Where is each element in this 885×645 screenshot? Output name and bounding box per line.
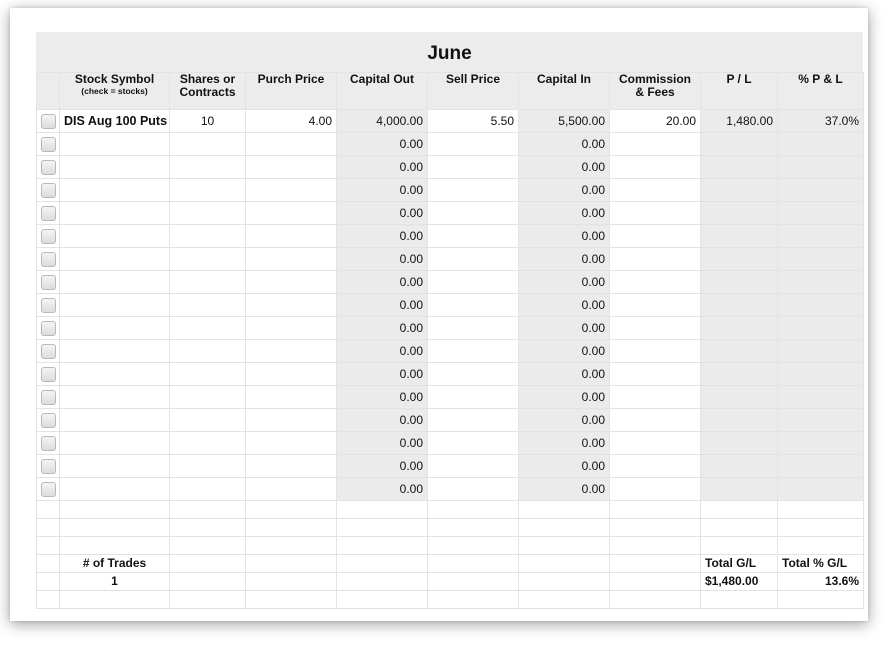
cell-capital-in[interactable]: 0.00: [519, 363, 610, 386]
cell-pl[interactable]: [701, 202, 778, 225]
spreadsheet-card: [10, 8, 868, 621]
cell-sell-price[interactable]: [428, 202, 519, 225]
cell-commission[interactable]: [610, 179, 701, 202]
stock-checkbox[interactable]: [41, 275, 56, 290]
cell-pl[interactable]: 1,480.00: [701, 110, 778, 133]
blank-row: [37, 537, 864, 555]
stock-checkbox[interactable]: [41, 367, 56, 382]
stock-checkbox-cell[interactable]: [37, 432, 60, 455]
cell-sell-price[interactable]: [428, 478, 519, 501]
blank-cell[interactable]: [701, 501, 778, 519]
cell-purch-price[interactable]: [246, 317, 337, 340]
blank-cell[interactable]: [701, 537, 778, 555]
blank-cell[interactable]: [519, 501, 610, 519]
stock-checkbox-cell[interactable]: [37, 294, 60, 317]
cell-symbol[interactable]: [60, 317, 170, 340]
stock-checkbox[interactable]: [41, 114, 56, 129]
blank-cell[interactable]: [701, 591, 778, 609]
trade-rows: [37, 110, 864, 501]
cell-commission[interactable]: [610, 271, 701, 294]
column-header-sell-price: [428, 73, 519, 110]
cell-symbol[interactable]: [60, 179, 170, 202]
cell-commission[interactable]: [610, 363, 701, 386]
table-row: [37, 340, 864, 363]
blank-cell[interactable]: [37, 501, 60, 519]
cell-pl[interactable]: [701, 294, 778, 317]
table-row: [37, 409, 864, 432]
blank-cell[interactable]: [246, 573, 337, 591]
cell-pl[interactable]: [701, 409, 778, 432]
cell-symbol[interactable]: [60, 478, 170, 501]
cell-commission[interactable]: [610, 317, 701, 340]
cell-shares[interactable]: [170, 455, 246, 478]
cell-pl[interactable]: [701, 363, 778, 386]
column-header-label: Commission & Fees: [618, 72, 691, 99]
cell-commission[interactable]: [610, 409, 701, 432]
stock-checkbox-cell[interactable]: [37, 133, 60, 156]
blank-cell[interactable]: [37, 555, 60, 573]
blank-cell[interactable]: [337, 573, 428, 591]
cell-pct-pl[interactable]: [778, 271, 864, 294]
table-row: [37, 225, 864, 248]
stock-checkbox-cell[interactable]: [37, 179, 60, 202]
stock-checkbox[interactable]: [41, 206, 56, 221]
cell-symbol[interactable]: [60, 271, 170, 294]
cell-sell-price[interactable]: [428, 455, 519, 478]
stock-checkbox-cell[interactable]: [37, 156, 60, 179]
cell-capital-out[interactable]: 4,000.00: [337, 110, 428, 133]
cell-shares[interactable]: [170, 317, 246, 340]
cell-capital-in[interactable]: 0.00: [519, 317, 610, 340]
cell-sell-price[interactable]: [428, 156, 519, 179]
blank-cell[interactable]: [610, 573, 701, 591]
cell-purch-price[interactable]: [246, 294, 337, 317]
stock-checkbox[interactable]: [41, 321, 56, 336]
cell-capital-out[interactable]: 0.00: [337, 363, 428, 386]
blank-cell[interactable]: [701, 519, 778, 537]
cell-commission[interactable]: [610, 455, 701, 478]
cell-capital-in[interactable]: 0.00: [519, 294, 610, 317]
column-header-label: Capital Out: [349, 72, 414, 86]
cell-pl[interactable]: [701, 455, 778, 478]
table-row: [37, 156, 864, 179]
stock-checkbox[interactable]: [41, 482, 56, 497]
cell-pct-pl[interactable]: [778, 363, 864, 386]
cell-capital-in[interactable]: 0.00: [519, 202, 610, 225]
trade-table: [36, 72, 864, 609]
cell-purch-price[interactable]: [246, 432, 337, 455]
stock-checkbox[interactable]: [41, 229, 56, 244]
cell-sell-price[interactable]: [428, 363, 519, 386]
cell-pl[interactable]: [701, 156, 778, 179]
cell-capital-out[interactable]: 0.00: [337, 455, 428, 478]
cell-pct-pl[interactable]: [778, 340, 864, 363]
cell-commission[interactable]: 20.00: [610, 110, 701, 133]
cell-symbol[interactable]: [60, 225, 170, 248]
column-header-sub: (check = stocks): [81, 86, 148, 96]
cell-sell-price[interactable]: 5.50: [428, 110, 519, 133]
summary-section: [37, 501, 864, 609]
cell-commission[interactable]: [610, 340, 701, 363]
blank-cell[interactable]: [778, 537, 864, 555]
blank-cell[interactable]: [60, 519, 170, 537]
blank-cell[interactable]: [246, 519, 337, 537]
blank-cell[interactable]: [246, 591, 337, 609]
column-header-capital-in: [519, 73, 610, 110]
cell-shares[interactable]: [170, 225, 246, 248]
blank-cell[interactable]: [37, 537, 60, 555]
cell-sell-price[interactable]: [428, 248, 519, 271]
blank-cell[interactable]: [337, 519, 428, 537]
blank-cell[interactable]: [60, 537, 170, 555]
cell-capital-in[interactable]: 0.00: [519, 133, 610, 156]
blank-cell[interactable]: [610, 537, 701, 555]
table-row: [37, 110, 864, 133]
cell-symbol[interactable]: [60, 432, 170, 455]
cell-capital-out[interactable]: 0.00: [337, 133, 428, 156]
cell-pct-pl[interactable]: [778, 225, 864, 248]
blank-cell[interactable]: [610, 519, 701, 537]
table-row: [37, 432, 864, 455]
blank-cell[interactable]: [519, 555, 610, 573]
cell-capital-in[interactable]: 0.00: [519, 179, 610, 202]
blank-cell[interactable]: [60, 591, 170, 609]
blank-cell[interactable]: [170, 537, 246, 555]
stock-checkbox[interactable]: [41, 436, 56, 451]
blank-cell[interactable]: [37, 591, 60, 609]
cell-capital-in[interactable]: 0.00: [519, 340, 610, 363]
blank-cell[interactable]: [337, 555, 428, 573]
stock-checkbox[interactable]: [41, 459, 56, 474]
stock-checkbox[interactable]: [41, 390, 56, 405]
cell-purch-price[interactable]: [246, 248, 337, 271]
cell-sell-price[interactable]: [428, 409, 519, 432]
stock-checkbox[interactable]: [41, 252, 56, 267]
table-row: [37, 363, 864, 386]
cell-sell-price[interactable]: [428, 317, 519, 340]
blank-cell[interactable]: [428, 501, 519, 519]
cell-purch-price[interactable]: [246, 271, 337, 294]
column-header-label: Capital In: [536, 72, 591, 86]
cell-capital-out[interactable]: 0.00: [337, 386, 428, 409]
blank-cell[interactable]: [519, 591, 610, 609]
cell-pl[interactable]: [701, 271, 778, 294]
blank-cell[interactable]: [610, 555, 701, 573]
stock-checkbox-cell[interactable]: [37, 409, 60, 432]
cell-purch-price[interactable]: [246, 179, 337, 202]
blank-cell[interactable]: [778, 519, 864, 537]
stock-checkbox-cell[interactable]: [37, 225, 60, 248]
cell-symbol[interactable]: [60, 455, 170, 478]
column-header-label: Stock Symbol: [74, 72, 155, 86]
column-header-label: Sell Price: [445, 72, 501, 86]
cell-symbol[interactable]: [60, 340, 170, 363]
cell-commission[interactable]: [610, 294, 701, 317]
cell-commission[interactable]: [610, 156, 701, 179]
stock-checkbox[interactable]: [41, 413, 56, 428]
cell-capital-in[interactable]: 5,500.00: [519, 110, 610, 133]
cell-pl[interactable]: [701, 225, 778, 248]
cell-symbol[interactable]: [60, 294, 170, 317]
cell-shares[interactable]: [170, 340, 246, 363]
cell-pl[interactable]: [701, 248, 778, 271]
blank-cell[interactable]: [428, 537, 519, 555]
blank-cell[interactable]: [519, 537, 610, 555]
table-row: [37, 271, 864, 294]
blank-cell[interactable]: [610, 501, 701, 519]
cell-shares[interactable]: [170, 156, 246, 179]
cell-sell-price[interactable]: [428, 386, 519, 409]
cell-purch-price[interactable]: [246, 478, 337, 501]
blank-cell[interactable]: [337, 537, 428, 555]
column-header-label: Purch Price: [257, 72, 325, 86]
cell-pct-pl[interactable]: [778, 156, 864, 179]
cell-capital-in[interactable]: 0.00: [519, 386, 610, 409]
cell-commission[interactable]: [610, 248, 701, 271]
column-header-label: Shares or Contracts: [179, 72, 236, 99]
blank-cell[interactable]: [60, 501, 170, 519]
cell-capital-out[interactable]: 0.00: [337, 202, 428, 225]
table-row: [37, 248, 864, 271]
cell-pct-pl[interactable]: [778, 432, 864, 455]
cell-symbol[interactable]: [60, 363, 170, 386]
total-pct-gl-label: Total % G/L: [778, 555, 864, 573]
stock-checkbox-cell[interactable]: [37, 478, 60, 501]
cell-capital-out[interactable]: 0.00: [337, 317, 428, 340]
checkbox-column-header: [37, 73, 60, 110]
cell-capital-out[interactable]: 0.00: [337, 225, 428, 248]
total-gl-value: $1,480.00: [701, 573, 778, 591]
stock-checkbox-cell[interactable]: [37, 202, 60, 225]
blank-cell[interactable]: [246, 501, 337, 519]
cell-shares[interactable]: [170, 432, 246, 455]
cell-capital-out[interactable]: 0.00: [337, 271, 428, 294]
stock-checkbox-cell[interactable]: [37, 248, 60, 271]
blank-cell[interactable]: [170, 573, 246, 591]
stock-checkbox[interactable]: [41, 160, 56, 175]
cell-commission[interactable]: [610, 202, 701, 225]
cell-sell-price[interactable]: [428, 432, 519, 455]
cell-symbol[interactable]: [60, 409, 170, 432]
column-header-pl: [701, 73, 778, 110]
cell-shares[interactable]: [170, 294, 246, 317]
stock-checkbox[interactable]: [41, 137, 56, 152]
cell-pl[interactable]: [701, 478, 778, 501]
summary-label-row: [37, 555, 864, 573]
table-row: [37, 202, 864, 225]
cell-pct-pl[interactable]: [778, 202, 864, 225]
cell-purch-price[interactable]: 4.00: [246, 110, 337, 133]
cell-capital-in[interactable]: 0.00: [519, 455, 610, 478]
blank-cell[interactable]: [610, 591, 701, 609]
cell-capital-out[interactable]: 0.00: [337, 340, 428, 363]
total-pct-gl-value: 13.6%: [778, 573, 864, 591]
cell-pct-pl[interactable]: [778, 478, 864, 501]
cell-commission[interactable]: [610, 133, 701, 156]
cell-pct-pl[interactable]: [778, 386, 864, 409]
column-header-label: % P & L: [798, 72, 843, 86]
table-row: [37, 455, 864, 478]
table-row: [37, 179, 864, 202]
blank-cell[interactable]: [428, 555, 519, 573]
cell-pl[interactable]: [701, 386, 778, 409]
cell-capital-in[interactable]: 0.00: [519, 478, 610, 501]
blank-cell[interactable]: [37, 573, 60, 591]
cell-pct-pl[interactable]: [778, 179, 864, 202]
cell-pct-pl[interactable]: [778, 317, 864, 340]
cell-capital-in[interactable]: 0.00: [519, 409, 610, 432]
cell-shares[interactable]: [170, 478, 246, 501]
cell-symbol[interactable]: [60, 202, 170, 225]
stock-checkbox[interactable]: [41, 298, 56, 313]
cell-symbol[interactable]: [60, 248, 170, 271]
trade-log-sheet: [36, 32, 863, 609]
stock-checkbox-cell[interactable]: [37, 363, 60, 386]
cell-sell-price[interactable]: [428, 225, 519, 248]
table-row: [37, 317, 864, 340]
cell-capital-out[interactable]: 0.00: [337, 156, 428, 179]
cell-shares[interactable]: [170, 248, 246, 271]
column-header-label: P / L: [726, 72, 752, 86]
blank-cell[interactable]: [37, 519, 60, 537]
column-header-pct-pl: [778, 73, 864, 110]
cell-shares[interactable]: [170, 179, 246, 202]
stock-checkbox-cell[interactable]: [37, 271, 60, 294]
cell-purch-price[interactable]: [246, 363, 337, 386]
blank-cell[interactable]: [170, 555, 246, 573]
cell-shares[interactable]: [170, 409, 246, 432]
cell-symbol[interactable]: [60, 133, 170, 156]
cell-pct-pl[interactable]: [778, 248, 864, 271]
cell-commission[interactable]: [610, 386, 701, 409]
blank-row: [37, 591, 864, 609]
cell-purch-price[interactable]: [246, 156, 337, 179]
blank-cell[interactable]: [170, 519, 246, 537]
cell-shares[interactable]: [170, 386, 246, 409]
cell-sell-price[interactable]: [428, 271, 519, 294]
cell-capital-out[interactable]: 0.00: [337, 432, 428, 455]
blank-cell[interactable]: [337, 591, 428, 609]
cell-capital-in[interactable]: 0.00: [519, 225, 610, 248]
cell-shares[interactable]: [170, 202, 246, 225]
stock-checkbox-cell[interactable]: [37, 386, 60, 409]
cell-pct-pl[interactable]: [778, 294, 864, 317]
blank-cell[interactable]: [428, 573, 519, 591]
stock-checkbox-cell[interactable]: [37, 340, 60, 363]
column-header-row: [37, 73, 864, 110]
column-header-capital-out: [337, 73, 428, 110]
blank-cell[interactable]: [246, 537, 337, 555]
cell-capital-out[interactable]: 0.00: [337, 179, 428, 202]
cell-pl[interactable]: [701, 133, 778, 156]
cell-capital-out[interactable]: 0.00: [337, 409, 428, 432]
cell-symbol[interactable]: [60, 386, 170, 409]
blank-cell[interactable]: [170, 501, 246, 519]
cell-pct-pl[interactable]: [778, 455, 864, 478]
cell-purch-price[interactable]: [246, 455, 337, 478]
cell-pl[interactable]: [701, 179, 778, 202]
cell-shares[interactable]: 10: [170, 110, 246, 133]
blank-cell[interactable]: [778, 591, 864, 609]
cell-capital-in[interactable]: 0.00: [519, 271, 610, 294]
cell-symbol[interactable]: DIS Aug 100 Puts: [60, 110, 170, 133]
stock-checkbox-cell[interactable]: [37, 455, 60, 478]
cell-shares[interactable]: [170, 271, 246, 294]
cell-pct-pl[interactable]: [778, 409, 864, 432]
cell-sell-price[interactable]: [428, 133, 519, 156]
cell-symbol[interactable]: [60, 156, 170, 179]
column-header-shares: [170, 73, 246, 110]
cell-commission[interactable]: [610, 225, 701, 248]
blank-cell[interactable]: [428, 591, 519, 609]
cell-pl[interactable]: [701, 340, 778, 363]
cell-capital-out[interactable]: 0.00: [337, 294, 428, 317]
cell-purch-price[interactable]: [246, 202, 337, 225]
table-row: [37, 133, 864, 156]
blank-cell[interactable]: [337, 501, 428, 519]
stock-checkbox[interactable]: [41, 344, 56, 359]
cell-capital-in[interactable]: 0.00: [519, 156, 610, 179]
blank-cell[interactable]: [778, 501, 864, 519]
cell-purch-price[interactable]: [246, 409, 337, 432]
blank-cell[interactable]: [519, 573, 610, 591]
cell-capital-out[interactable]: 0.00: [337, 248, 428, 271]
cell-sell-price[interactable]: [428, 340, 519, 363]
trades-count-label: # of Trades: [60, 555, 170, 573]
blank-row: [37, 519, 864, 537]
column-header-purch-price: [246, 73, 337, 110]
cell-pct-pl[interactable]: 37.0%: [778, 110, 864, 133]
blank-cell[interactable]: [519, 519, 610, 537]
summary-value-row: [37, 573, 864, 591]
cell-capital-in[interactable]: 0.00: [519, 248, 610, 271]
cell-commission[interactable]: [610, 478, 701, 501]
cell-purch-price[interactable]: [246, 340, 337, 363]
trades-count-value: 1: [60, 573, 170, 591]
cell-purch-price[interactable]: [246, 386, 337, 409]
cell-purch-price[interactable]: [246, 225, 337, 248]
cell-sell-price[interactable]: [428, 179, 519, 202]
cell-capital-out[interactable]: 0.00: [337, 478, 428, 501]
stock-checkbox-cell[interactable]: [37, 317, 60, 340]
cell-purch-price[interactable]: [246, 133, 337, 156]
blank-row: [37, 501, 864, 519]
column-header-stock-symbol: [60, 73, 170, 110]
cell-pl[interactable]: [701, 317, 778, 340]
sheet-title: June: [36, 32, 863, 72]
stock-checkbox-cell[interactable]: [37, 110, 60, 133]
blank-cell[interactable]: [170, 591, 246, 609]
table-row: [37, 478, 864, 501]
column-header-commission: [610, 73, 701, 110]
cell-shares[interactable]: [170, 363, 246, 386]
table-row: [37, 294, 864, 317]
cell-shares[interactable]: [170, 133, 246, 156]
table-row: [37, 386, 864, 409]
cell-pl[interactable]: [701, 432, 778, 455]
cell-sell-price[interactable]: [428, 294, 519, 317]
blank-cell[interactable]: [246, 555, 337, 573]
stock-checkbox[interactable]: [41, 183, 56, 198]
cell-capital-in[interactable]: 0.00: [519, 432, 610, 455]
total-gl-label: Total G/L: [701, 555, 778, 573]
cell-pct-pl[interactable]: [778, 133, 864, 156]
cell-commission[interactable]: [610, 432, 701, 455]
blank-cell[interactable]: [428, 519, 519, 537]
